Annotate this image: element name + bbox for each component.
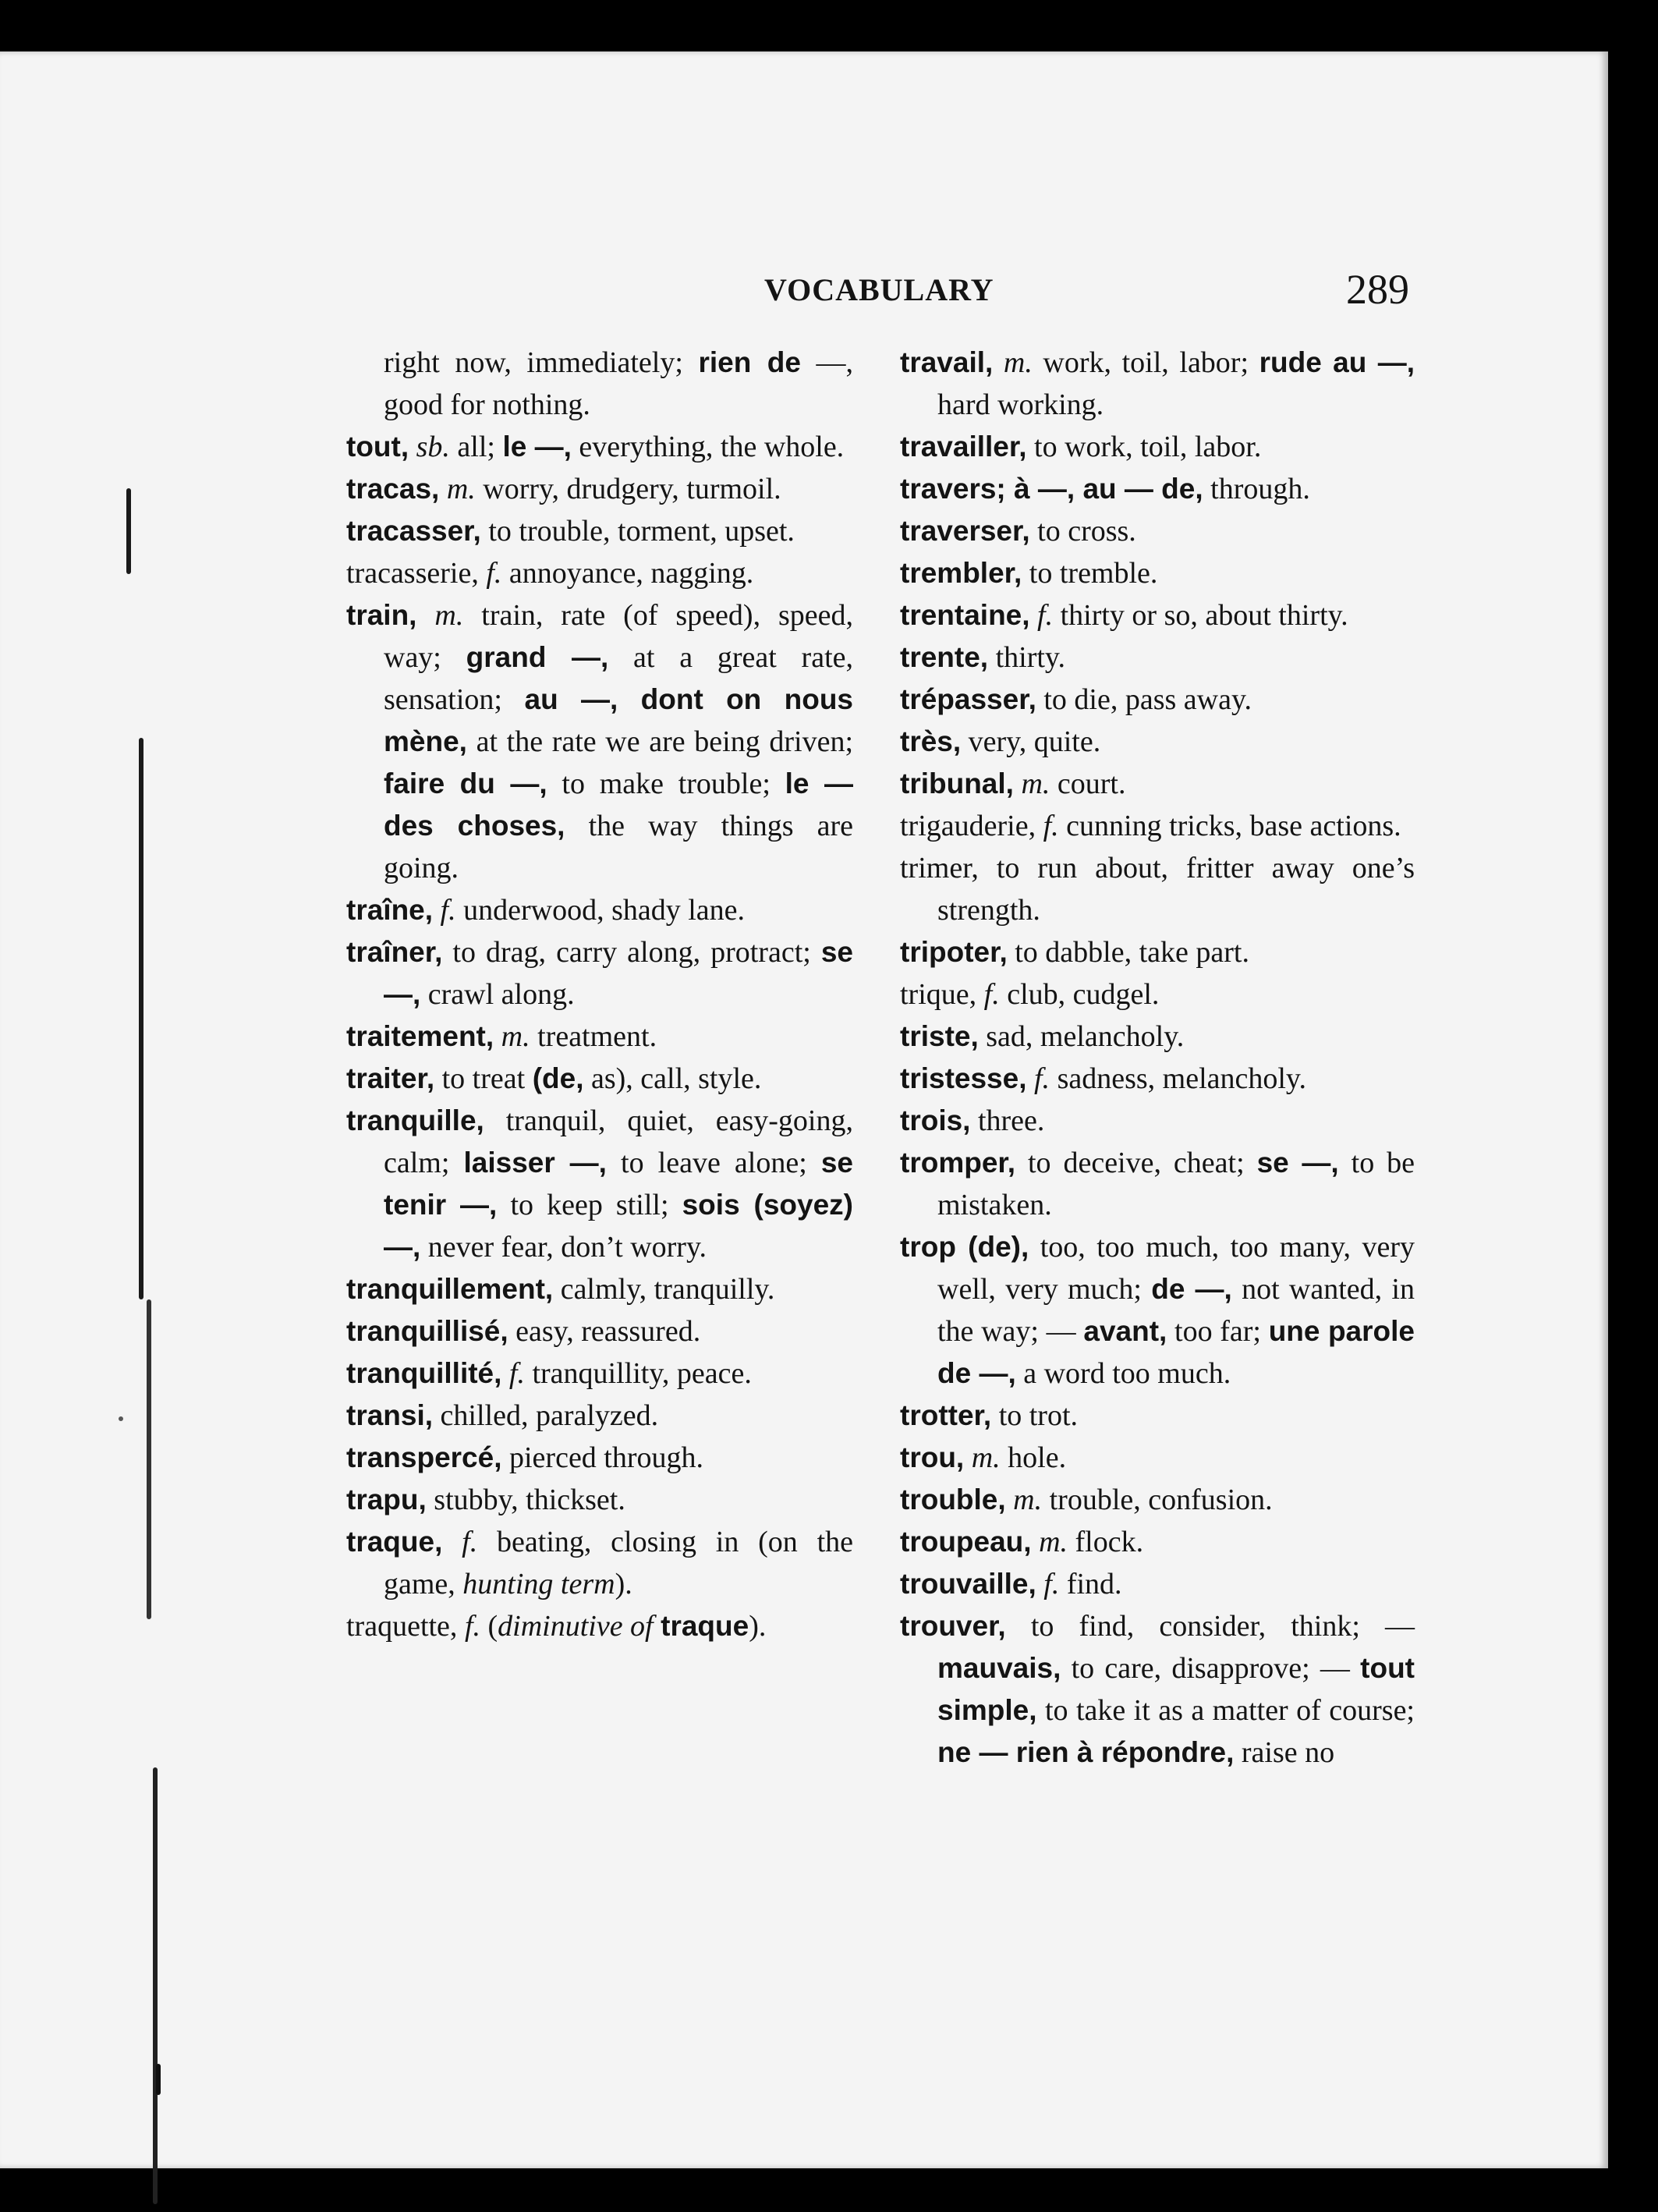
definition-text: trimer, to run about, fritter away one’s strength.: [900, 852, 1415, 927]
page-number: 289: [1346, 266, 1409, 313]
vocabulary-entry: [900, 468, 1415, 510]
definition-text: tracasserie,: [346, 557, 487, 590]
headword: tranquillité,: [346, 1357, 502, 1389]
headword: tranquille,: [346, 1104, 484, 1136]
definition-text: to treat: [434, 1062, 533, 1095]
definition-text: [1032, 1526, 1040, 1558]
italic-label: f.: [464, 1610, 480, 1643]
definition-text: at the rate we are being driven;: [466, 725, 853, 758]
definition-text: train, rate (of speed), speed, way;: [384, 599, 853, 674]
definition-text: find.: [1059, 1568, 1122, 1601]
definition-text: hard working.: [937, 388, 1104, 421]
headword: trépasser,: [900, 683, 1036, 715]
definition-text: [1027, 1062, 1035, 1095]
headword: traîne,: [346, 894, 434, 926]
vocabulary-entry: [346, 931, 853, 1016]
vocabulary-entry: [900, 1016, 1415, 1058]
definition-text: a word too much.: [1015, 1357, 1231, 1390]
headword: tripoter,: [900, 936, 1008, 968]
headword: travailler,: [900, 431, 1027, 463]
definition-text: flock.: [1068, 1526, 1144, 1558]
definition-text: right now, immediately;: [384, 346, 699, 379]
definition-text: traquette,: [346, 1610, 465, 1643]
vocabulary-entry: [900, 763, 1415, 805]
bold-phrase: faire du —,: [384, 767, 547, 799]
vocabulary-entry: [346, 1395, 853, 1437]
vocabulary-entry: [900, 510, 1415, 552]
vocabulary-entry: [900, 1437, 1415, 1479]
bold-phrase: se —,: [1256, 1147, 1339, 1179]
headword: trotter,: [900, 1399, 992, 1431]
headword: tromper,: [900, 1147, 1016, 1179]
bold-phrase: rude au —,: [1259, 346, 1415, 378]
running-head: [0, 265, 1608, 312]
headword: transpercé,: [346, 1441, 502, 1473]
definition-text: crawl along.: [420, 978, 575, 1011]
definition-text: thirty.: [988, 641, 1065, 674]
bold-phrase: se tenir —,: [384, 1147, 853, 1221]
bold-phrase: se —,: [384, 936, 853, 1010]
bold-phrase: (de,: [532, 1062, 584, 1094]
headword: trentaine,: [900, 599, 1030, 631]
definition-text: to take it as a matter of course;: [1036, 1694, 1415, 1727]
vocabulary-entry: [346, 594, 853, 889]
definition-text: not wanted, in the way; —: [937, 1273, 1415, 1348]
italic-label: m.: [971, 1441, 1001, 1474]
vocabulary-entry: [346, 889, 853, 931]
italic-label: m.: [501, 1020, 530, 1053]
definition-text: cunning tricks, base actions.: [1058, 810, 1401, 842]
definition-text: [409, 431, 416, 463]
vocabulary-entry: [346, 468, 853, 510]
definition-text: sad, melancholy.: [978, 1020, 1185, 1053]
definition-text: treatment.: [530, 1020, 657, 1053]
vocabulary-entry: [346, 1268, 853, 1310]
bold-phrase: au —, dont on nous mène,: [384, 683, 853, 757]
left-column: [346, 342, 853, 1647]
bold-phrase: une parole de —,: [937, 1315, 1415, 1389]
definition-text: the way things are going.: [384, 810, 853, 884]
headword: tout,: [346, 431, 409, 463]
headword: trois,: [900, 1104, 971, 1136]
italic-label: f.: [1043, 810, 1059, 842]
definition-text: three.: [970, 1104, 1045, 1137]
definition-text: [416, 599, 434, 632]
vocabulary-entry: [900, 1605, 1415, 1774]
headword: tracasser,: [346, 515, 481, 547]
headword: trouver,: [900, 1610, 1006, 1642]
definition-text: to die, pass away.: [1036, 683, 1252, 716]
vocabulary-entry: [900, 552, 1415, 594]
gutter-shadow: [126, 488, 131, 574]
definition-text: at a great rate, sensation;: [384, 641, 853, 716]
running-title: VOCABULARY: [764, 272, 994, 307]
vocabulary-entry: [346, 342, 853, 426]
vocabulary-entry: [900, 636, 1415, 679]
headword: train,: [346, 599, 417, 631]
vocabulary-entry: [346, 552, 853, 594]
headword: tracas,: [346, 473, 440, 505]
italic-label: m.: [434, 599, 464, 632]
definition-text: [494, 1020, 501, 1053]
definition-text: work, toil, labor;: [1032, 346, 1259, 379]
italic-label: f.: [1037, 599, 1054, 632]
vocabulary-entry: [900, 594, 1415, 636]
definition-text: thirty or so, about thirty.: [1053, 599, 1348, 632]
vocabulary-entry: [346, 1605, 853, 1647]
right-column: [900, 342, 1415, 1774]
definition-text: (: [480, 1610, 498, 1643]
headword: trente,: [900, 641, 989, 673]
bold-phrase: ne — rien à répondre,: [937, 1736, 1235, 1768]
bold-phrase: de —,: [1151, 1273, 1232, 1305]
definition-text: to be mistaken.: [937, 1147, 1415, 1221]
definition-text: to trot.: [991, 1399, 1079, 1432]
definition-text: sadness, melancholy.: [1050, 1062, 1306, 1095]
bold-phrase: traque: [661, 1610, 749, 1642]
headword: traque,: [346, 1526, 443, 1558]
headword: trouvaille,: [900, 1568, 1036, 1600]
gutter-shadow: [153, 1767, 158, 2204]
definition-text: to make trouble;: [547, 767, 785, 800]
definition-text: through.: [1203, 473, 1310, 505]
headword: trop (de),: [900, 1231, 1029, 1263]
definition-text: to drag, carry along, protract;: [442, 936, 821, 969]
definition-text: to cross.: [1029, 515, 1136, 548]
italic-label: m.: [446, 473, 476, 505]
vocabulary-entry: [900, 1563, 1415, 1605]
headword: triste,: [900, 1020, 979, 1052]
bold-phrase: grand —,: [466, 641, 609, 673]
definition-text: too far;: [1167, 1315, 1269, 1348]
bold-phrase: tout simple,: [937, 1652, 1415, 1726]
definition-text: pierced through.: [501, 1441, 704, 1474]
vocabulary-entry: [900, 342, 1415, 426]
headword: très,: [900, 725, 962, 757]
vocabulary-entry: [346, 1479, 853, 1521]
italic-label: m.: [1003, 346, 1033, 379]
headword: troupeau,: [900, 1526, 1032, 1558]
italic-label: f.: [508, 1357, 525, 1390]
headword: tranquillisé,: [346, 1315, 508, 1347]
definition-text: to leave alone;: [606, 1147, 821, 1179]
gutter-shadow: [139, 738, 143, 1299]
definition-text: very, quite.: [961, 725, 1101, 758]
vocabulary-entry: [900, 679, 1415, 721]
definition-text: to dabble, take part.: [1007, 936, 1249, 969]
definition-text: ).: [615, 1568, 632, 1601]
vocabulary-entry: [900, 805, 1415, 847]
vocabulary-entry: [346, 1016, 853, 1058]
vocabulary-entry: [346, 510, 853, 552]
definition-text: all;: [449, 431, 503, 463]
italic-label: f.: [1034, 1062, 1050, 1095]
definition-text: everything, the whole.: [571, 431, 845, 463]
bold-phrase: le — des choses,: [384, 767, 854, 842]
definition-text: trouble, confusion.: [1042, 1484, 1273, 1516]
definition-text: trigauderie,: [900, 810, 1043, 842]
bold-phrase: sois (soyez) —,: [384, 1189, 853, 1263]
gutter-shadow: [156, 2064, 161, 2095]
definition-text: [442, 1526, 462, 1558]
italic-label: f.: [983, 978, 1000, 1011]
headword: traiter,: [346, 1062, 435, 1094]
vocabulary-entry: [346, 1437, 853, 1479]
vocabulary-entry: [900, 1100, 1415, 1142]
vocabulary-entry: [900, 1395, 1415, 1437]
vocabulary-entry: [900, 973, 1415, 1016]
definition-text: to care, disapprove; —: [1061, 1652, 1361, 1685]
definition-text: too, too much, too many, very well, very much;: [937, 1231, 1415, 1306]
definition-text: [993, 346, 1004, 379]
bold-phrase: laisser —,: [463, 1147, 607, 1179]
vocabulary-entry: [900, 847, 1415, 931]
headword: traîner,: [346, 936, 443, 968]
gutter-shadow: [147, 1299, 151, 1619]
definition-text: to keep still;: [497, 1189, 682, 1221]
definition-text: to trouble, torment, upset.: [480, 515, 795, 548]
headword: tribunal,: [900, 767, 1014, 799]
vocabulary-entry: [346, 1352, 853, 1395]
definition-text: tranquillity, peace.: [524, 1357, 752, 1390]
headword: trapu,: [346, 1484, 427, 1515]
vocabulary-entry: [900, 1226, 1415, 1395]
definition-text: as), call, style.: [583, 1062, 762, 1095]
italic-label: diminutive of: [498, 1610, 654, 1643]
definition-text: ).: [749, 1610, 767, 1643]
definition-text: [439, 473, 447, 505]
vocabulary-entry: [346, 1100, 853, 1268]
definition-text: [964, 1441, 972, 1474]
definition-text: tranquil, quiet, easy-going, calm;: [384, 1104, 853, 1179]
bold-phrase: rien de: [698, 346, 801, 378]
definition-text: to deceive, cheat;: [1015, 1147, 1257, 1179]
definition-text: trique,: [900, 978, 984, 1011]
bold-phrase: avant,: [1083, 1315, 1167, 1347]
vocabulary-entry: [346, 1058, 853, 1100]
vocabulary-entry: [900, 1521, 1415, 1563]
definition-text: —, good for nothing.: [384, 346, 853, 421]
headword: trou,: [900, 1441, 965, 1473]
vocabulary-entry: [900, 721, 1415, 763]
headword: travers; à —, au — de,: [900, 473, 1203, 505]
speck: [119, 1416, 123, 1421]
italic-label: m.: [1021, 767, 1050, 800]
headword: tranquillement,: [346, 1273, 554, 1305]
definition-text: to tremble.: [1022, 557, 1158, 590]
definition-text: to find, consider, think; —: [1005, 1610, 1415, 1643]
headword: traitement,: [346, 1020, 494, 1052]
vocabulary-entry: [346, 1521, 853, 1605]
definition-text: club, cudgel.: [999, 978, 1160, 1011]
headword: transi,: [346, 1399, 434, 1431]
definition-text: raise no: [1234, 1736, 1335, 1769]
definition-text: court.: [1050, 767, 1126, 800]
headword: tristesse,: [900, 1062, 1027, 1094]
definition-text: [1030, 599, 1038, 632]
italic-label: m.: [1013, 1484, 1043, 1516]
definition-text: stubby, thickset.: [426, 1484, 625, 1516]
definition-text: easy, reassured.: [508, 1315, 701, 1348]
headword: trouble,: [900, 1484, 1006, 1515]
bold-phrase: le —,: [502, 431, 572, 463]
definition-text: worry, drudgery, turmoil.: [475, 473, 781, 505]
vocabulary-entry: [900, 1142, 1415, 1226]
definition-text: calmly, tranquilly.: [553, 1273, 775, 1306]
bold-phrase: mauvais,: [937, 1652, 1061, 1684]
vocabulary-entry: [900, 931, 1415, 973]
vocabulary-entry: [900, 1058, 1415, 1100]
definition-text: to work, toil, labor.: [1026, 431, 1262, 463]
definition-text: [433, 894, 441, 927]
vocabulary-entry: [900, 1479, 1415, 1521]
vocabulary-entry: [900, 426, 1415, 468]
italic-label: hunting term: [462, 1568, 615, 1601]
definition-text: underwood, shady lane.: [455, 894, 746, 927]
headword: trembler,: [900, 557, 1022, 589]
headword: travail,: [900, 346, 994, 378]
headword: traverser,: [900, 515, 1030, 547]
italic-label: f.: [440, 894, 456, 927]
definition-text: [1036, 1568, 1044, 1601]
italic-label: f.: [462, 1526, 478, 1558]
definition-text: [1006, 1484, 1014, 1516]
definition-text: [501, 1357, 509, 1390]
definition-text: never fear, don’t worry.: [420, 1231, 707, 1264]
definition-text: chilled, paralyzed.: [433, 1399, 659, 1432]
definition-text: [654, 1610, 661, 1643]
vocabulary-entry: [346, 426, 853, 468]
italic-label: f.: [1043, 1568, 1060, 1601]
vocabulary-entry: [346, 1310, 853, 1352]
definition-text: hole.: [1000, 1441, 1067, 1474]
italic-label: sb.: [416, 431, 450, 463]
definition-text: beating, closing in (on the game,: [384, 1526, 853, 1601]
italic-label: m.: [1039, 1526, 1068, 1558]
italic-label: f.: [486, 557, 502, 590]
definition-text: annoyance, nagging.: [501, 557, 754, 590]
